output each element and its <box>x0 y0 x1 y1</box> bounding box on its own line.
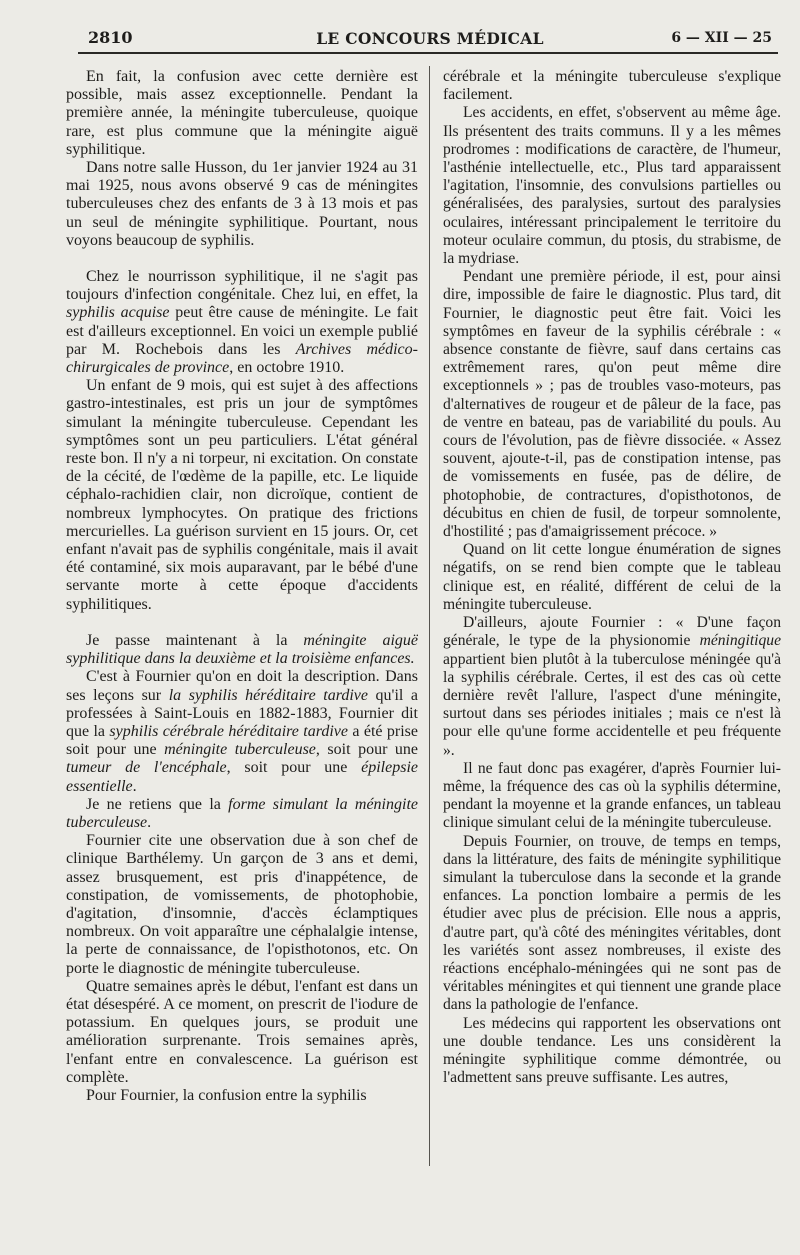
paragraph <box>66 377 418 614</box>
text-run: . <box>132 777 137 795</box>
italic-text: syphilis acquise <box>66 304 170 322</box>
text-run: Quatre semaines après le début, l'enfant est dans un état désespéré. A ce moment, on prescrit de l'iodure de potassium. En quelques jours, se produit une amélioration surprenante. Trois semaines après, l'enfant entre en convalescence. La guérison est complète. <box>66 977 418 1086</box>
paragraph <box>66 159 418 250</box>
text-run: Pour Fournier, la confusion entre la syphilis <box>86 1086 367 1104</box>
paragraph <box>66 68 418 159</box>
italic-text: méningitique <box>699 632 781 650</box>
text-run: Les accidents, en effet, s'observent au même âge. Ils présentent des traits communs. Il y a les mêmes prodromes : modifications de caractère, de l'humeur, l'asthénie intellectuelle, etc., Plus tard apparaissent l'agitation, l'insomnie, des convulsions partielles ou généralisées, des paralysies, surtout des paralysies oculaires, intéressant principalement le territoire du moteur oculaire commun, du ptosis, du strabisme, de la mydriase. <box>443 104 781 268</box>
journal-title: LE CONCOURS MÉDICAL <box>316 29 544 48</box>
paragraph <box>66 668 418 795</box>
text-run: peut être cause de méningite. Le fait est d'ailleurs exceptionnel. En voici un exemple publié par M. Rochebois dans les <box>66 304 418 358</box>
issue-date: 6 — XII — 25 <box>671 30 772 46</box>
text-run: Je ne retiens que la <box>86 795 229 813</box>
page-header <box>88 28 772 52</box>
italic-text: forme simulant la méningite tuberculeuse <box>66 795 418 831</box>
text-run: , en octobre 1910. <box>229 359 345 377</box>
text-run: Pendant une première période, il est, pour ainsi dire, impossible de faire le diagnostic. Plus tard, dit Fournier, le diagnostic peut être fait. Voici les symptômes en faveur de la syphilis cérébrale : « absence constante de fièvre, sauf dans certains cas extrêmement rares, qu'on peut même dire exceptionnels » ; pas de troubles vaso-moteurs, pas d'alternatives de rougeur et de pâleur de la face, pas de ventre en bateau, pas de variabilité du pouls. Au cours de l'évolution, pas de fièvre dissociée. « Assez souvent, ajoute-t-il, pas de constipation intense, pas de vomissements en fusée, pas de délire, de photophobie, de contractures, d'opisthotonos, de décubitus en chien de fusil, de torpeur somnolente, d'hostilité ; pas d'amaigrissement précoce. » <box>443 268 781 541</box>
italic-text: syphilis cérébrale héréditaire tardive <box>109 722 348 740</box>
paragraph <box>443 104 781 268</box>
text-run: Depuis Fournier, on trouve, de temps en temps, dans la littérature, des faits de méningite syphilitique simulant la tuberculose dans la seconde et la grande enfances. La ponction lombaire a permis de les étudier avec plus de précision. Elle nous a appris, d'autre part, qu'à côté des méningites véritables, dont les variétés sont assez nombreuses, il existe des réactions encéphalo-méningées qui ne sont pas de véritables méningites et qui tiennent une grande place dans la pathologie de l'enfance. <box>443 832 781 1014</box>
text-run: Les médecins qui rapportent les observations ont une double tendance. Les uns considèrent la méningite syphilitique comme démontrée, ou l'admettent sans preuve suffisante. Les autres, <box>443 1014 781 1087</box>
text-run: appartient bien plutôt à la tuberculose méningée qu'à la syphilis cérébrale. Certes, il est des cas où cette dernière revêt l'allure, l'aspect d'une méningite, surtout dans ses périodes initiales ; mais ce n'est là pour elle qu'une forme accidentelle et peu fréquente ». <box>443 650 781 759</box>
paragraph <box>443 541 781 614</box>
italic-text: épilepsie essentielle <box>66 759 418 795</box>
text-run: , soit pour une <box>226 759 362 777</box>
text-run: Il ne faut donc pas exagérer, d'après Fournier lui-même, la fréquence des cas où la syphilis détermine, pendant la moyenne et la grande enfances, un tableau clinique simulant celui de la méningite tuberculeuse. <box>443 759 781 832</box>
text-run: En fait, la confusion avec cette dernière est possible, mais assez exceptionnelle. Pendant la première année, la méningite tuberculeuse, quoique rare, est plus commune que la méningite aiguë syphilitique. <box>66 68 418 158</box>
text-run: D'ailleurs, ajoute Fournier : « D'une façon générale, le type de la physionomie <box>443 614 781 650</box>
text-run: a été prise soit pour une <box>66 722 418 759</box>
italic-text: tumeur de l'encéphale <box>66 759 227 777</box>
paragraph <box>66 832 418 978</box>
text-run: Un enfant de 9 mois, qui est sujet à des affections gastro-intestinales, est pris un jour de symptômes simulant la méningite tuberculeuse. Cependant les symptômes sont un peu particuliers. L'état général reste bon. Il n'y a ni torpeur, ni excitation. On constate de la cécité, de l'œdème de la papille, etc. Le liquide céphalo-rachidien clair, non dicroïque, contient de nombreux lymphocytes. On pratique des frictions mercurielles. La guérison survient en 15 jours. Or, cet enfant n'avait pas de syphilis congénitale, mais il avait été contaminé, six mois auparavant, par le bébé d'une servante morte à cette époque d'accidents syphilitiques. <box>66 377 418 613</box>
text-run: qu'il a professées à Saint-Louis en 1882-1883, Fournier dit que la <box>66 686 418 740</box>
paragraph <box>66 268 418 377</box>
paragraph <box>66 978 418 1087</box>
text-run: . <box>147 813 152 831</box>
text-run: cérébrale et la méningite tuberculeuse s'explique facilement. <box>443 68 781 104</box>
paragraph <box>443 268 781 541</box>
text-run: Chez le nourrisson syphilitique, il ne s'agit pas toujours d'infection congénitale. Chez lui, en effet, la <box>66 268 418 304</box>
paragraph <box>443 68 781 104</box>
paragraph <box>66 1087 418 1105</box>
right-column <box>443 68 781 1238</box>
text-run: C'est à Fournier qu'on en doit la description. Dans ses leçons sur <box>66 668 418 704</box>
paragraph <box>443 1015 781 1088</box>
text-run: Dans notre salle Husson, du 1er janvier 1924 au 31 mai 1925, nous avons observé 9 cas de méningites tuberculeuses chez des enfants de 3 à 13 mois et pas un seul de méningite syphilitique. Pourtant, nous voyons beaucoup de syphilis. <box>66 159 418 249</box>
italic-text: Archives médico-chirurgicales de province <box>66 340 418 377</box>
left-column <box>66 68 418 1238</box>
column-divider <box>429 66 430 1166</box>
paragraph <box>443 614 781 760</box>
italic-text: méningite aiguë syphilitique dans la deuxième et la troisième enfances. <box>66 631 418 668</box>
text-run: Je passe maintenant à la <box>86 631 304 649</box>
text-run: Quand on lit cette longue énumération de signes négatifs, on se rend bien compte que le tableau clinique est, en réalité, différent de celui de la méningite tuberculeuse. <box>443 541 781 613</box>
italic-text: méningite tuberculeuse <box>164 741 316 759</box>
text-run: , soit pour une <box>315 741 418 759</box>
paragraph <box>66 632 418 668</box>
paragraph <box>443 760 781 833</box>
paragraph <box>66 796 418 832</box>
paragraph <box>443 833 781 1015</box>
text-run: Fournier cite une observation due à son chef de clinique Barthélemy. Un garçon de 3 ans et demi, assez brusquement, est pris d'inappétence, de constipation, de vomissements, de photophobie, d'agitation, d'insomnie, d'accès éclamptiques nombreux. On voit apparaître une céphalalgie intense, la perte de connaissance, de l'opisthotonos, etc. On porte le diagnostic de méningite tuberculeuse. <box>66 832 418 977</box>
page-number: 2810 <box>88 28 133 47</box>
italic-text: la syphilis héréditaire tardive <box>168 686 368 704</box>
header-rule <box>78 52 778 54</box>
